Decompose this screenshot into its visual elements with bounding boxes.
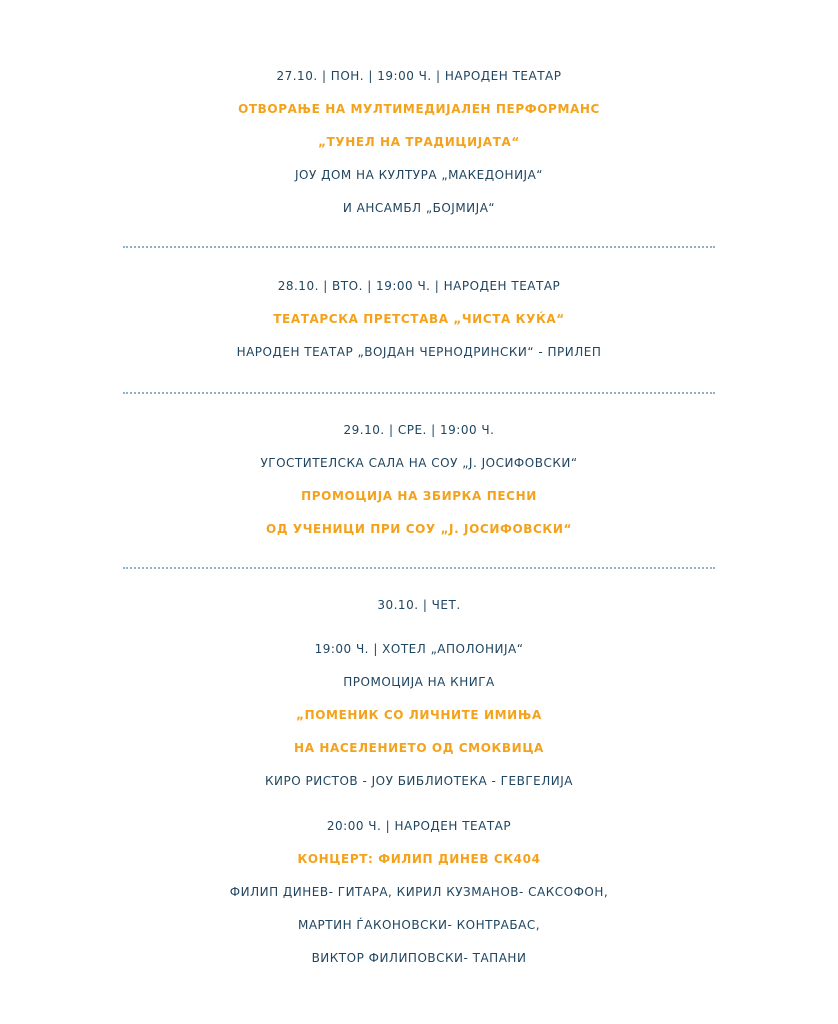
event-3-title-line-2: ОД УЧЕНИЦИ ПРИ СОУ „Ј. ЈОСИФОВСКИ“ <box>266 522 572 536</box>
event-4b-performer-line-3: ВИКТОР ФИЛИПОВСКИ- ТАПАНИ <box>311 951 527 965</box>
event-3-info: 29.10. | СРЕ. | 19:00 Ч. <box>343 423 495 437</box>
divider <box>123 567 715 569</box>
event-4a-title-line-2: НА НАСЕЛЕНИЕТО ОД СМОКВИЦА <box>294 741 544 755</box>
event-4a-performer: КИРО РИСТОВ - ЈОУ БИБЛИОТЕКА - ГЕВГЕЛИЈА <box>265 774 573 788</box>
event-4b-performer-line-2: МАРТИН ЃАКОНОВСКИ- КОНТРАБАС, <box>297 918 541 932</box>
event-4b-title: КОНЦЕРТ: ФИЛИП ДИНЕВ СК404 <box>297 852 541 866</box>
event-3-title-line-1: ПРОМОЦИЈА НА ЗБИРКА ПЕСНИ <box>301 489 537 503</box>
event-4b-info: 20:00 Ч. | НАРОДЕН ТЕАТАР <box>326 819 512 833</box>
event-1-title-line-2: „ТУНЕЛ НА ТРАДИЦИЈАТА“ <box>318 135 520 149</box>
event-2-performer: НАРОДЕН ТЕАТАР „ВОЈДАН ЧЕРНОДРИНСКИ“ - ПРИЛЕП <box>236 345 602 359</box>
divider <box>123 392 715 394</box>
event-4a-info: 19:00 Ч. | ХОТЕЛ „АПОЛОНИЈА“ <box>314 642 524 656</box>
event-1-info: 27.10. | ПОН. | 19:00 Ч. | НАРОДЕН ТЕАТАР <box>276 69 562 83</box>
event-1-performer-line-1: ЈОУ ДОМ НА КУЛТУРА „МАКЕДОНИЈА“ <box>294 168 544 182</box>
event-2-info: 28.10. | ВТО. | 19:00 Ч. | НАРОДЕН ТЕАТАР <box>277 279 561 293</box>
event-4b-performer-line-1: ФИЛИП ДИНЕВ- ГИТАРА, КИРИЛ КУЗМАНОВ- САКСОФОН, <box>229 885 609 899</box>
event-2-title: ТЕАТАРСКА ПРЕТСТАВА „ЧИСТА КУЌА“ <box>273 312 565 326</box>
event-1-performer-line-2: И АНСАМБЛ „БОЈМИЈА“ <box>342 201 496 215</box>
event-1-title-line-1: ОТВОРАЊЕ НА МУЛТИМЕДИЈАЛЕН ПЕРФОРМАНС <box>238 102 600 116</box>
divider <box>123 246 715 248</box>
event-3-venue: УГОСТИТЕЛСКА САЛА НА СОУ „Ј. ЈОСИФОВСКИ“ <box>260 456 578 470</box>
event-4-date: 30.10. | ЧЕТ. <box>377 598 461 612</box>
event-4a-type: ПРОМОЦИЈА НА КНИГА <box>343 675 495 689</box>
event-4a-title-line-1: „ПОМЕНИК СО ЛИЧНИТЕ ИМИЊА <box>296 708 542 722</box>
